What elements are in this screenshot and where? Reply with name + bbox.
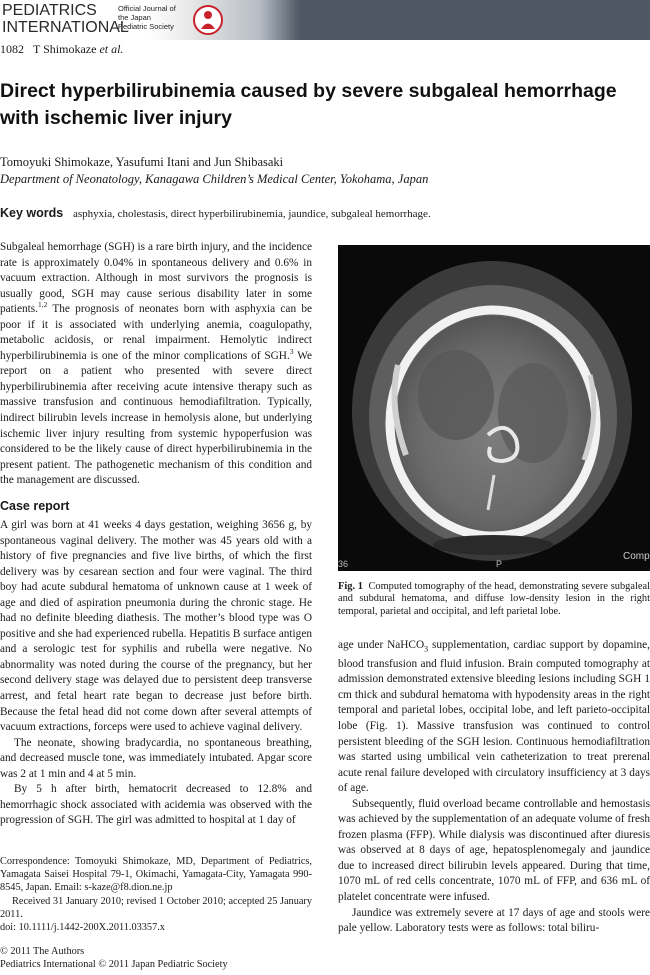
right-paragraph-1 xyxy=(338,638,650,797)
article-title: Direct hyperbilirubinemia caused by severe subgaleal hemorrhage with ischemic liver injury xyxy=(0,80,617,129)
ct-overlay-right: Comp xyxy=(623,551,650,562)
keywords-label: Key words xyxy=(0,206,64,220)
intro-ref-1: 1,2 xyxy=(37,300,48,310)
ct-head-image xyxy=(338,245,650,571)
right-paragraph-2: Subsequently, fluid overload became controllable and hemostasis was achieved by the supplementation of an adequate volume of fresh frozen plasma (FFP). While dialysis was discontinued after diuresis was observed at 8 days of age, hepatosplenomegaly and jaundice due to increased direct bilirubin levels appeared. During that time, 1070 mL of red cells concentrate, 1070 mL of FFP, and 636 mL of platelet concentrate were infused. xyxy=(338,797,650,903)
case-paragraph-2: The neonate, showing bradycardia, no spontaneous breathing, and decreased muscle tone, was immediately intubated. Apgar score was 2 at 1 min and 4 at 5 min. xyxy=(0,736,312,780)
society-logo-icon xyxy=(192,4,224,36)
case-paragraph-1: A girl was born at 41 weeks 4 days gestation, weighing 3656 g, by spontaneous vaginal delivery. The mother was 45 years old with a history of five pregnancies and five live births, of which the first delivery was by cesarean section and four were vaginal. The third boy had acute subdural hematoma of unknown cause at 1 week of age and died of aspiration pneumonia during the chronic stage. He had no definite bleeding diathesis. The mother’s blood type was O positive and she had experienced rubella. Hepatitis B surface antigen and a serologic test for syphilis and rubella were negative. No abnormality was noted during the course of the pregnancy, but her second delivery stage was delayed due to persistent deep transverse arrest, and fetal heart rate began to decrease just before birth. Because the fetal head did not come down after several attempts of vacuum extractions, forceps were used to achieve vaginal delivery. xyxy=(0,519,312,734)
intro-column xyxy=(0,240,312,489)
copyright-block xyxy=(0,945,228,971)
brand-line-2: INTERNATIONAL xyxy=(2,19,129,36)
intro-paragraph xyxy=(0,240,312,489)
intro-text-2: The prognosis of neonates born with asphyxia can be poor if it is associated with underlying anemia, coagulopathy, metabolic acidosis, or renal impairment. Hemolytic indirect hyperbilirubinemia is one of the minor complications of SGH. xyxy=(0,303,312,362)
author-list: Tomoyuki Shimokaze, Yasufumi Itani and Jun Shibasaki xyxy=(0,155,284,169)
right-paragraph-3: Jaundice was extremely severe at 17 days of age and stools were pale yellow. Laboratory tests were as follows: total biliru- xyxy=(338,906,650,935)
copyright-line-1: © 2011 The Authors xyxy=(0,946,85,957)
copyright-line-2: Pediatrics International © 2011 Japan Pediatric Society xyxy=(0,959,228,970)
affiliation: Department of Neonatology, Kanagawa Children’s Medical Center, Yokohama, Japan xyxy=(0,172,429,186)
right-p1-b: supplementation, cardiac support by dopamine, blood transfusion and fluid infusion. Brain computed tomography at admission demonstrated extensive bleeding lesions including SGH 1 cm thick and subdural hematoma with hypodensity areas in the right temporal and parietal lobes, occipital lobe, and left parieto-occipital lobe (Fig. 1). Massive transfusion was continued to control persistent bleeding of the SGH lesion. Continuous hemodiafiltration was started using umbilical vein catheterization to treat prerenal acute renal failure developed with circulatory insufficiency at 3 days of age. xyxy=(338,639,650,795)
official-journal-note xyxy=(118,4,176,31)
journal-brand xyxy=(2,2,129,36)
official-line-3: Pediatric Society xyxy=(118,22,174,31)
page-number: 1082 xyxy=(0,42,24,56)
case-report-heading: Case report xyxy=(0,499,70,513)
figure-label: Fig. 1 xyxy=(338,581,363,592)
keywords-text: asphyxia, cholestasis, direct hyperbilirubinemia, jaundice, subgaleal hemorrhage. xyxy=(73,208,431,220)
doi: doi: 10.1111/j.1442-200X.2011.03357.x xyxy=(0,922,165,934)
figure-caption-text: Computed tomography of the head, demonstrating severe subgaleal and subdural hematoma, and diffuse low-density lesion in the right temporal, parietal and occipital, and left parietal lobe. xyxy=(338,581,650,617)
right-column xyxy=(338,638,650,937)
correspondence-block xyxy=(0,855,312,934)
ct-scan-graphic xyxy=(338,245,650,571)
intro-ref-2: 3 xyxy=(289,347,294,357)
running-head-etal: et al. xyxy=(99,42,124,56)
figure-caption xyxy=(338,581,650,618)
official-line-2: the Japan xyxy=(118,13,151,22)
running-head-author: T Shimokaze xyxy=(33,42,97,56)
journal-header xyxy=(0,0,650,40)
received-dates: Received 31 January 2010; revised 1 October 2010; accepted 25 January 2011. xyxy=(0,895,312,920)
right-p1-a: age under NaHCO xyxy=(338,639,425,651)
brand-line-1: PEDIATRICS xyxy=(2,2,97,19)
intro-text-3: We report on a patient who presented with severe direct hyperbilirubinemia after receiving acute intensive therapy such as massive transfusion and continuous hemodiafiltration. Typically, indirect bilirubin levels increase in hemolysis alone, but underlying ischemic liver injury resulting from systemic hypoperfusion was considered to be the likely cause of direct hyperbilirubinemia in the present patient. The pathogenetic mechanism of this condition and the management are discussed. xyxy=(0,349,312,487)
right-p1-sub: 3 xyxy=(424,644,429,654)
official-line-1: Official Journal of xyxy=(118,4,176,13)
running-head xyxy=(0,42,123,56)
ct-overlay-bottom: P xyxy=(496,559,503,569)
correspondence-address: Correspondence: Tomoyuki Shimokaze, MD, Department of Pediatrics, Yamagata Saisei Hospital 79-1, Okimachi, Yamagata-City, Yamagata 990-8545, Japan. Email: s-kaze@f8.dion.ne.jp xyxy=(0,856,312,894)
ct-overlay-left: 36 xyxy=(338,559,349,569)
intro-text-1: Subgaleal hemorrhage (SGH) is a rare birth injury, and the incidence rate is approximately 0.04% in spontaneous delivery and 0.6% in vacuum extraction. Although in most survivors the prognosis is usually good, SGH may cause serious disability later in some patients. xyxy=(0,241,312,316)
case-report-column xyxy=(0,518,312,829)
case-paragraph-3: By 5 h after birth, hematocrit decreased to 12.8% and hemorrhagic shock associated with acidemia was observed with the progression of SGH. The girl was admitted to hospital at 1 day of xyxy=(0,783,312,827)
